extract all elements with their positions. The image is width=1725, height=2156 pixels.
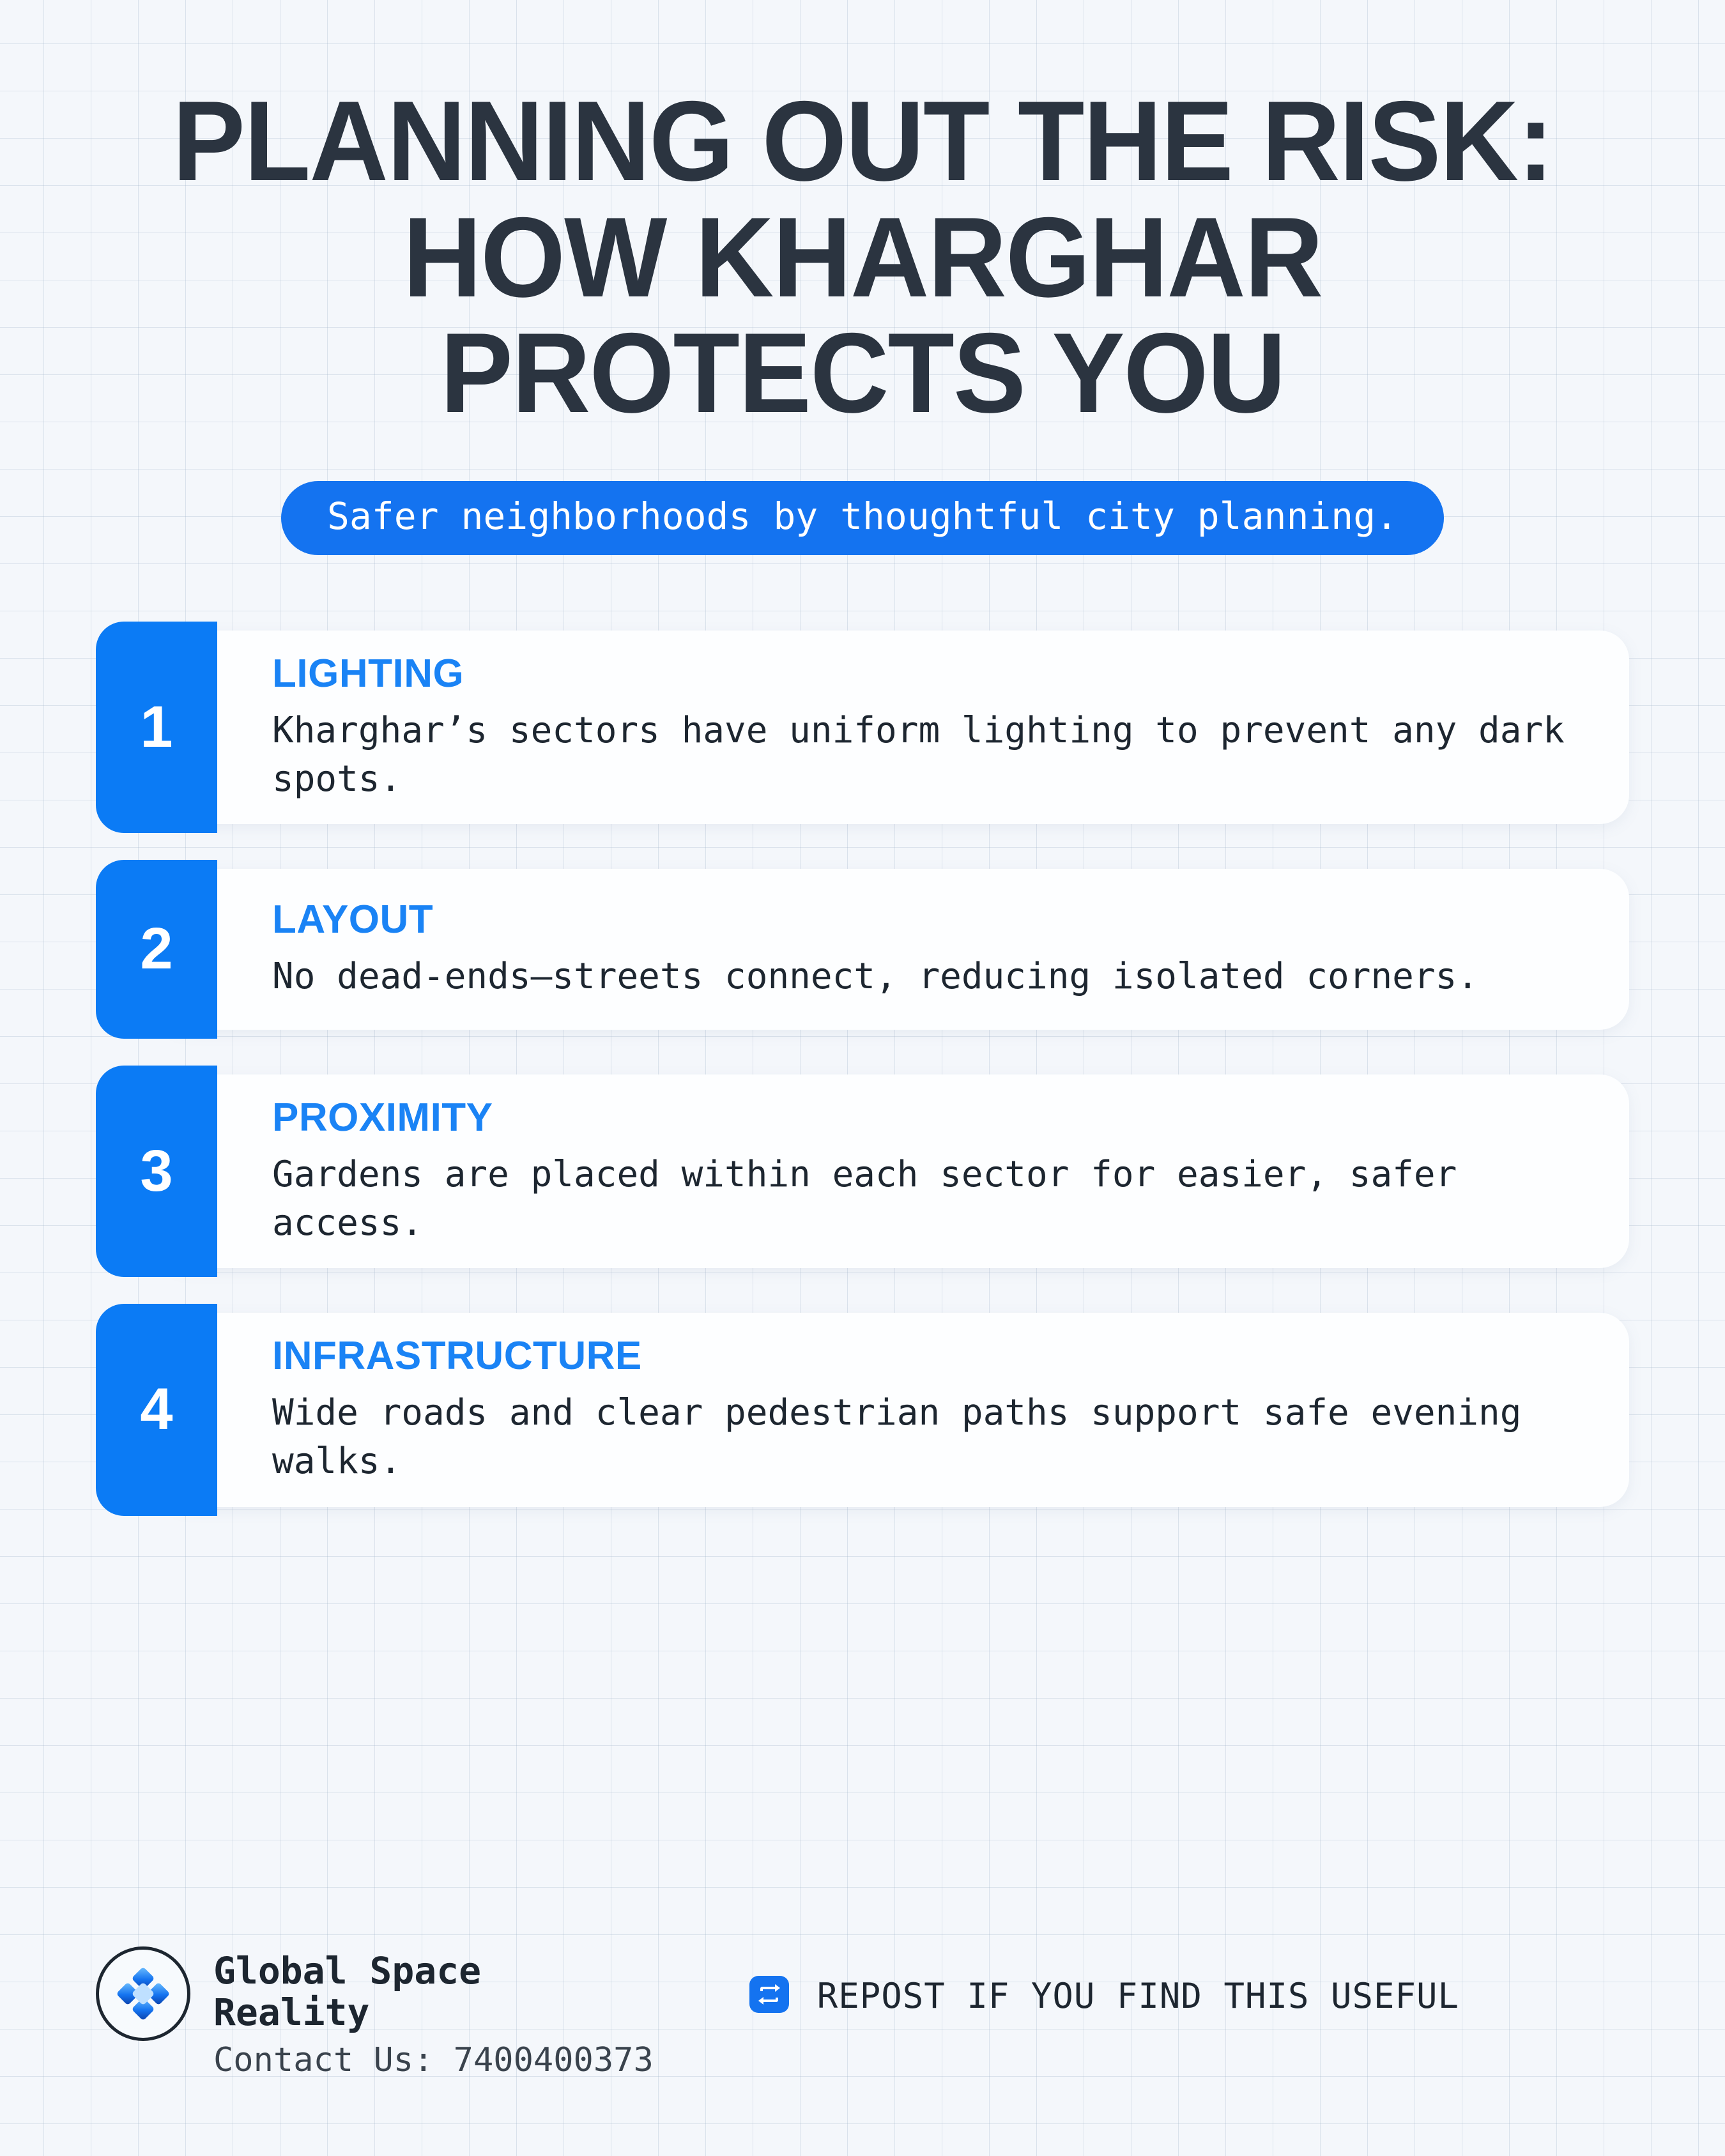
list-item: [96, 1066, 1629, 1277]
list-item-body: [217, 1304, 1629, 1515]
subtitle-container: [77, 481, 1648, 555]
list-item-text: Kharghar’s sectors have uniform lighting to prevent any dark spots.: [272, 709, 1565, 800]
list-item-heading: INFRASTRUCTURE: [272, 1334, 642, 1379]
tips-list: [77, 622, 1648, 1516]
subtitle-pill: Safer neighborhoods by thoughtful city planning.: [281, 481, 1444, 555]
brand-text: [213, 1946, 654, 2079]
contact-info: Contact Us: 7400400373: [213, 2041, 654, 2079]
list-item-text: Wide roads and clear pedestrian paths support safe evening walks.: [272, 1392, 1522, 1483]
brand-block: [96, 1946, 654, 2079]
list-item: [96, 622, 1629, 833]
list-item-number: 2: [96, 860, 217, 1039]
list-item-heading: LIGHTING: [272, 651, 464, 696]
brand-name: Global Space Reality: [213, 1949, 482, 2035]
list-item: [96, 860, 1629, 1039]
list-item-number: 4: [96, 1304, 217, 1515]
list-item-number: 1: [96, 622, 217, 833]
brand-logo-icon: [96, 1946, 190, 2041]
page-title: PLANNING OUT THE RISK: HOW KHARGHAR PROTECTS YOU: [172, 77, 1553, 437]
list-item: [96, 1304, 1629, 1515]
list-item-body: [217, 622, 1629, 833]
list-item-body: [217, 860, 1629, 1039]
list-item-number: 3: [96, 1066, 217, 1277]
repost-text: REPOST IF YOU FIND THIS USEFUL: [816, 1976, 1460, 2017]
list-item-text: Gardens are placed within each sector for easier, safer access.: [272, 1153, 1457, 1244]
list-item-text: No dead-ends—streets connect, reducing isolated corners.: [272, 956, 1479, 998]
repost-callout: [749, 1972, 1459, 2021]
footer: [96, 1946, 1629, 2079]
repost-icon: [749, 1976, 789, 2013]
list-item-heading: LAYOUT: [272, 898, 434, 942]
list-item-heading: PROXIMITY: [272, 1095, 493, 1140]
list-item-body: [217, 1066, 1629, 1277]
